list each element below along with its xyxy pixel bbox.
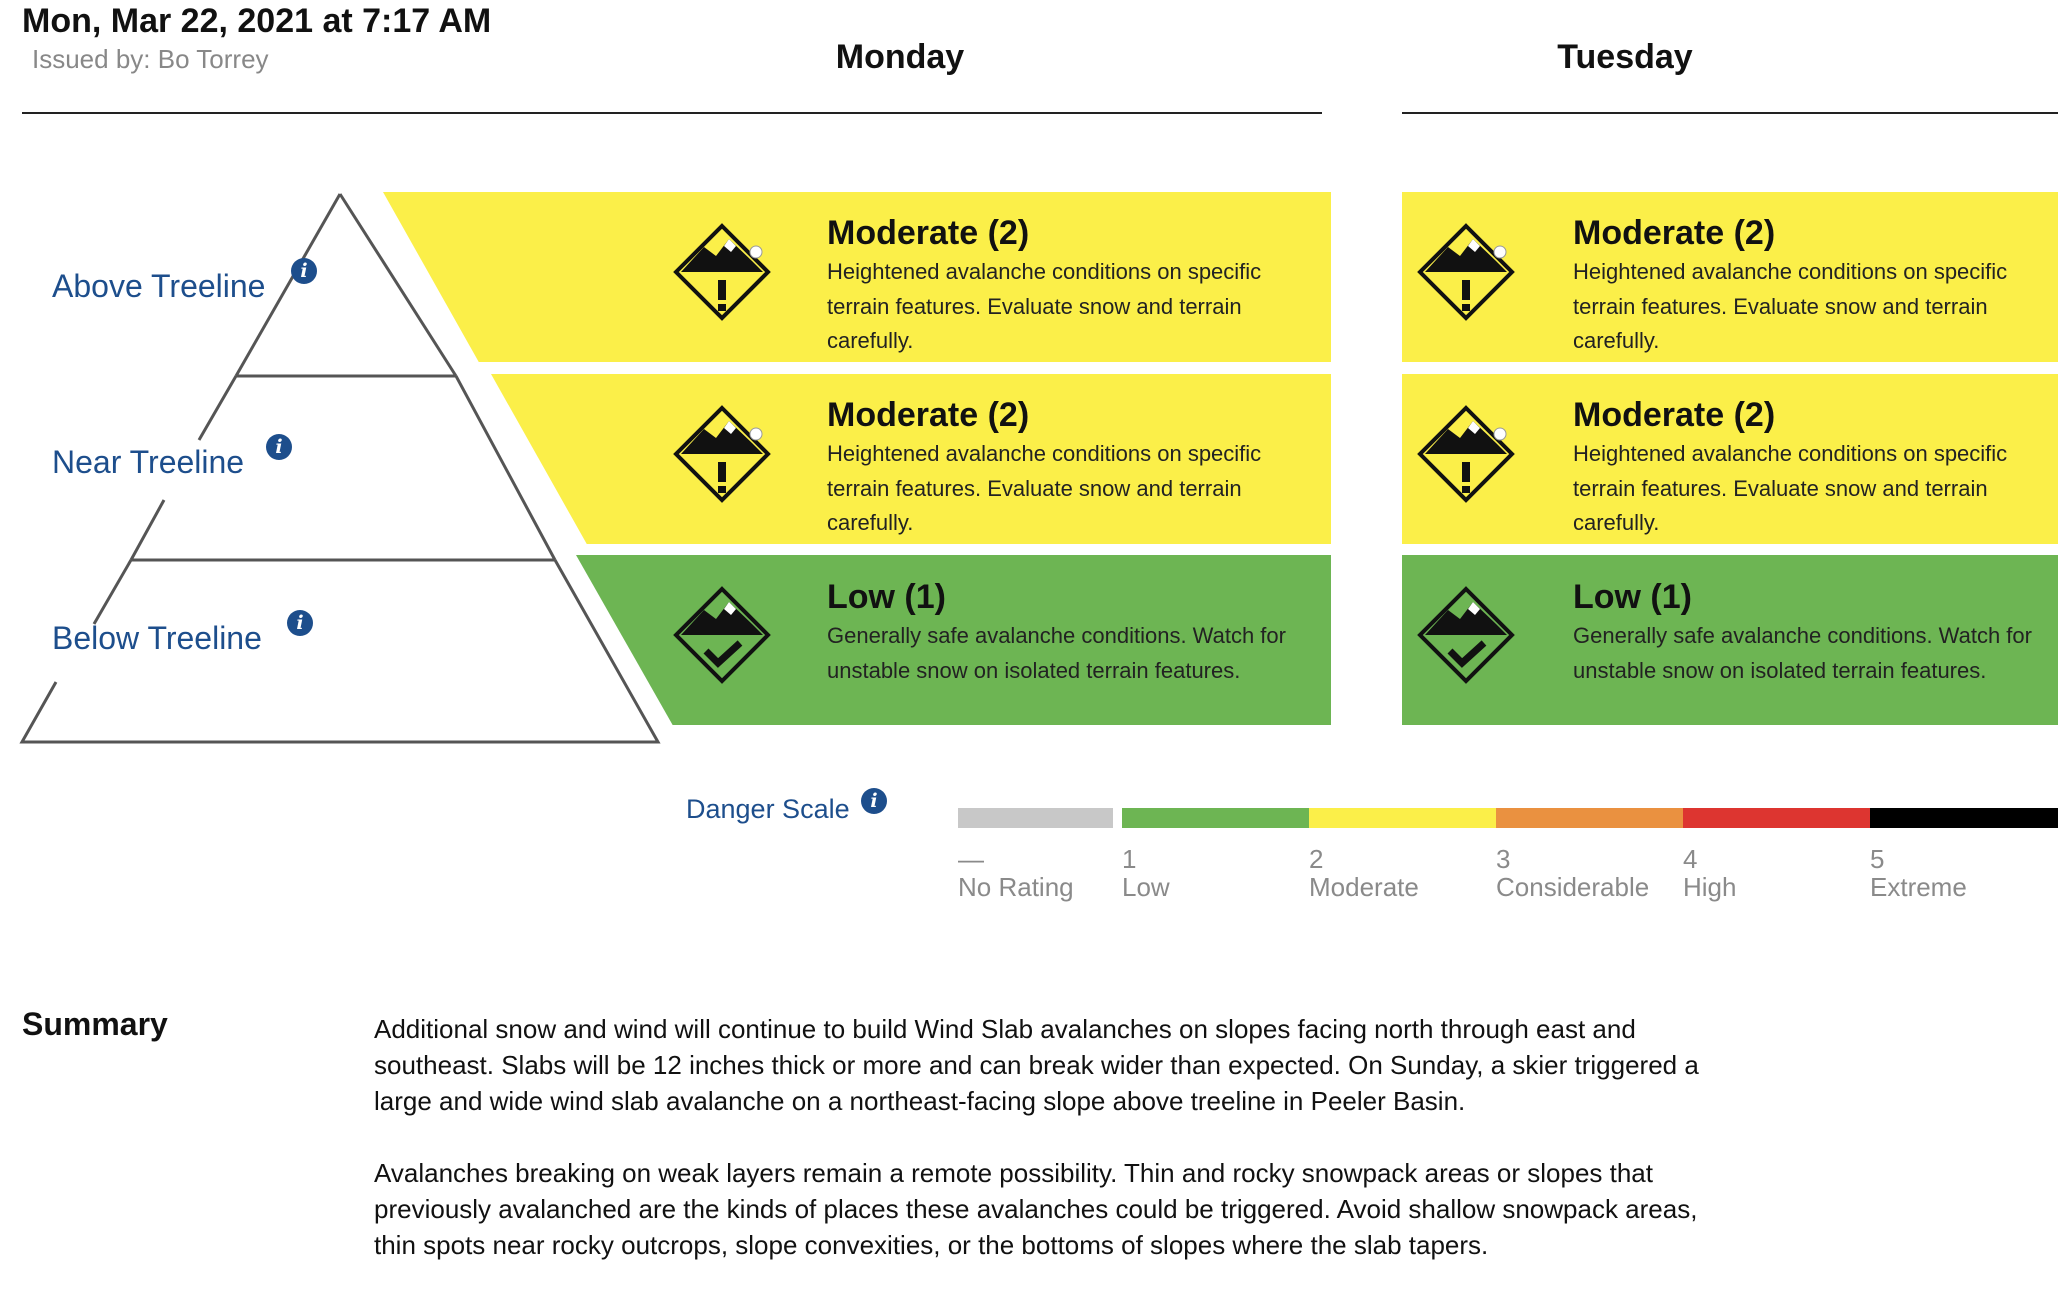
divider-monday (22, 112, 1322, 114)
scale-segment-moderate (1309, 808, 1496, 828)
rating-description-monday-above: Heightened avalanche conditions on specific terrain features. Evaluate snow and terrain carefully. (827, 259, 1262, 353)
scale-segment-considerable (1496, 808, 1683, 828)
moderate-danger-icon (1416, 222, 1516, 322)
scale-segment-no-rating (958, 808, 1113, 828)
scale-segment-high (1683, 808, 1870, 828)
scale-number: 4 (1683, 844, 1698, 874)
low-danger-icon (672, 585, 772, 685)
scale-name: Low (1122, 872, 1170, 902)
rating-description-tuesday-near: Heightened avalanche conditions on specific terrain features. Evaluate snow and terrain carefully. (1573, 441, 2008, 535)
rating-title-tuesday-below: Low (1) (1573, 578, 1692, 616)
summary-paragraph: Avalanches breaking on weak layers remain a remote possibility. Thin and rocky snowpack areas or slopes that previously avalanched are the kinds of places these avalanches could be triggered. Avoid shallow snowpack areas, thin spots near rocky outcrops, slope convexities, or the bottoms of slopes where the slab tapers. (374, 1158, 1698, 1260)
rating-description-monday-near: Heightened avalanche conditions on specific terrain features. Evaluate snow and terrain carefully. (827, 441, 1262, 535)
day-header-monday: Monday (835, 38, 965, 76)
scale-segment-extreme (1870, 808, 2058, 828)
issued-by: Issued by: Bo Torrey (32, 44, 269, 74)
scale-name: Moderate (1309, 872, 1419, 902)
scale-name: High (1683, 872, 1737, 902)
scale-name: No Rating (958, 872, 1074, 902)
rating-title-tuesday-near: Moderate (2) (1573, 396, 1776, 434)
elevation-label-below-treeline: Below Treeline (52, 620, 262, 656)
info-icon[interactable]: i (861, 788, 887, 814)
scale-number: 2 (1309, 844, 1324, 874)
forecast-date: Mon, Mar 22, 2021 at 7:17 AM (22, 2, 492, 40)
scale-number: 1 (1122, 844, 1137, 874)
danger-scale-label: Danger Scale (686, 794, 850, 824)
moderate-danger-icon (1416, 404, 1516, 504)
scale-name: Extreme (1870, 872, 1967, 902)
moderate-danger-icon (672, 404, 772, 504)
info-icon[interactable]: i (291, 258, 317, 284)
divider-tuesday (1402, 112, 2058, 114)
rating-description-monday-below: Generally safe avalanche conditions. Watch for unstable snow on isolated terrain features. (827, 623, 1286, 683)
day-header-tuesday: Tuesday (1557, 38, 1693, 76)
scale-name: Considerable (1496, 872, 1650, 902)
scale-segment-low (1122, 808, 1309, 828)
scale-number: 3 (1496, 844, 1511, 874)
rating-title-monday-near: Moderate (2) (827, 396, 1030, 434)
info-icon[interactable]: i (287, 610, 313, 636)
rating-title-monday-above: Moderate (2) (827, 214, 1030, 252)
rating-description-tuesday-below: Generally safe avalanche conditions. Watch for unstable snow on isolated terrain features. (1573, 623, 2032, 683)
elevation-label-above-treeline: Above Treeline (52, 268, 266, 304)
rating-description-tuesday-above: Heightened avalanche conditions on specific terrain features. Evaluate snow and terrain carefully. (1573, 259, 2008, 353)
summary-heading: Summary (22, 1006, 168, 1042)
info-icon[interactable]: i (266, 434, 292, 460)
low-danger-icon (1416, 585, 1516, 685)
scale-number: — (958, 844, 984, 874)
summary-paragraph: Additional snow and wind will continue to build Wind Slab avalanches on slopes facing north through east and southeast. Slabs will be 12 inches thick or more and can break wider than expected. On Sunday, a skier triggered a large and wide wind slab avalanche on a northeast-facing slope above treeline in Peeler Basin. (374, 1014, 1699, 1116)
rating-title-monday-below: Low (1) (827, 578, 946, 616)
moderate-danger-icon (672, 222, 772, 322)
scale-number: 5 (1870, 844, 1885, 874)
rating-title-tuesday-above: Moderate (2) (1573, 214, 1776, 252)
elevation-label-near-treeline: Near Treeline (52, 444, 245, 480)
